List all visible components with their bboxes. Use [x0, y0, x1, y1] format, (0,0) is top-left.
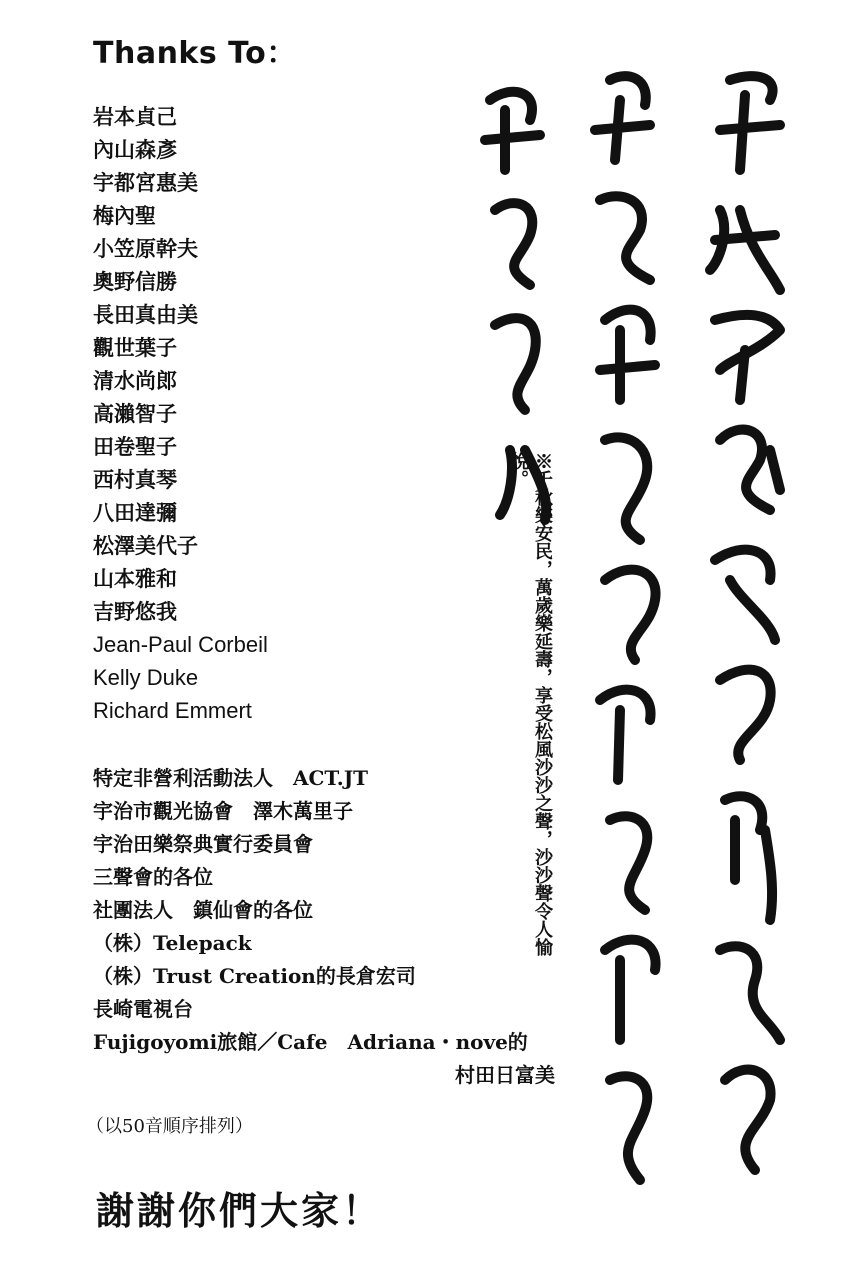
list-item: 村田日富美: [455, 1063, 555, 1087]
list-item: 梅內聖: [93, 203, 156, 228]
list-item: 特定非營利活動法人 ACT.JT: [93, 766, 369, 790]
list-item: 小笠原幹夫: [93, 236, 198, 261]
list-item: 宇治市觀光協會 澤木萬里子: [93, 799, 353, 823]
list-item: 高瀨智子: [93, 401, 177, 426]
list-item: 長崎電視台: [93, 997, 193, 1021]
list-item: 八田達彌: [93, 500, 177, 525]
list-item: Fujigoyomi旅館／Cafe Adriana・nove的: [93, 1030, 528, 1054]
list-item: Kelly Duke: [93, 665, 199, 690]
list-item: 觀世葉子: [93, 335, 177, 360]
people-list: [93, 100, 268, 727]
list-item: 宇治田樂祭典實行委員會: [93, 832, 313, 856]
translation-note: ※千秋樂安民，萬歲樂延壽，享受松風沙沙之聲，沙沙聲令人愉悅。: [508, 452, 553, 956]
page-title: Thanks To：: [93, 36, 297, 71]
list-item: 岩本貞己: [93, 104, 177, 129]
list-item: 清水尚郎: [93, 368, 177, 393]
list-item: （株）Trust Creation的長倉宏司: [93, 964, 416, 988]
list-item: 田卷聖子: [93, 434, 177, 459]
order-note: （以50音順序排列）: [86, 1116, 253, 1137]
list-item: Jean-Paul Corbeil: [93, 632, 268, 657]
list-item: （株）Telepack: [93, 931, 252, 955]
list-item: 三聲會的各位: [93, 865, 213, 889]
list-item: 松澤美代子: [93, 533, 198, 558]
list-item: 長田真由美: [93, 302, 198, 327]
list-item: 宇都宮惠美: [93, 170, 198, 195]
list-item: 吉野悠我: [93, 599, 177, 624]
list-item: 山本雅和: [93, 566, 177, 591]
calligraphy-artwork: [470, 60, 830, 1260]
list-item: 社團法人 鎮仙會的各位: [93, 898, 313, 922]
list-item: 奧野信勝: [93, 269, 177, 294]
list-item: Richard Emmert: [93, 698, 252, 723]
closing-message: 謝謝你們大家！: [96, 1188, 384, 1233]
list-item: 內山森彥: [93, 137, 177, 162]
list-item: 西村真琴: [93, 467, 177, 492]
